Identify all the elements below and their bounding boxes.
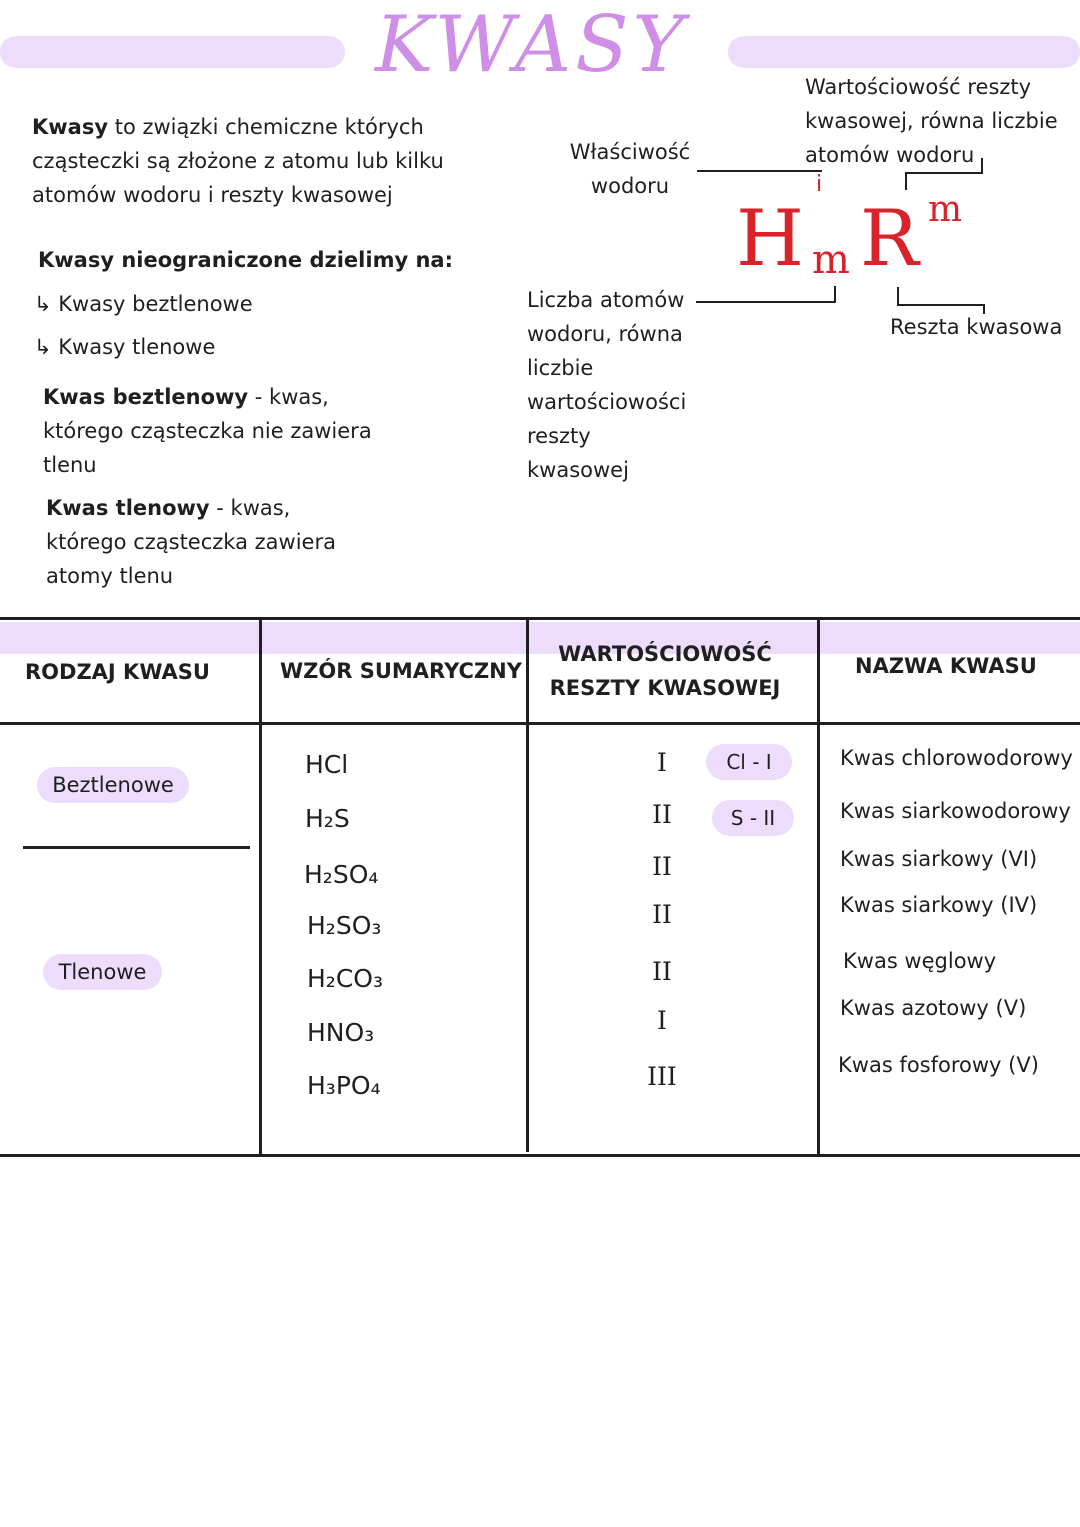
formula-cell: HCl (305, 750, 349, 779)
valence-cell: II (652, 900, 672, 929)
label-residue: Reszta kwasowa (890, 315, 1063, 339)
tlenowy-definition (46, 491, 466, 593)
group-beztlenowe: Beztlenowe (37, 767, 189, 803)
valence-note: Cl - I (706, 744, 792, 780)
valence-cell: II (652, 800, 672, 829)
connector-residue (897, 304, 985, 306)
formula-hydrogen: H (736, 194, 805, 284)
label-valence: Wartościowość reszty kwasowej, równa liczbie atomów wodoru (805, 75, 1058, 167)
division-item-tlenowe: ↳ Kwasy tlenowe (34, 335, 216, 359)
tlenowy-term: Kwas tlenowy (46, 496, 210, 520)
table-col-divider-1 (259, 617, 262, 1157)
definition-line2: cząsteczki są złożone z atomu lub kilku (32, 149, 444, 173)
acid-name: Kwas chlorowodorowy (840, 746, 1073, 770)
acid-name: Kwas siarkowy (VI) (840, 847, 1038, 871)
acid-name: Kwas siarkowy (IV) (840, 893, 1038, 917)
acid-name: Kwas fosforowy (V) (838, 1053, 1039, 1077)
page-title: KWASY (375, 0, 689, 90)
acid-name: Kwas azotowy (V) (840, 996, 1027, 1020)
label-hydrogen: Właściwość wodoru (569, 140, 691, 198)
formula-mark: i (816, 172, 823, 197)
header-type: RODZAJ KWASU (25, 660, 210, 684)
formula-cell: HNO₃ (307, 1018, 375, 1047)
formula-cell: H₂CO₃ (307, 964, 383, 993)
formula-superscript-m: m (928, 189, 963, 230)
beztlenowy-term: Kwas beztlenowy (43, 385, 249, 409)
formula-residue: R (860, 194, 919, 284)
connector-count (696, 301, 836, 303)
division-heading: Kwasy nieograniczone dzielimy na: (38, 248, 453, 272)
beztlenowy-rest: - kwas, (248, 385, 329, 409)
definition (32, 110, 502, 212)
table-header-border (0, 722, 1080, 725)
tlenowy-rest: - kwas, (209, 496, 291, 520)
connector-residue-down (983, 304, 985, 314)
table-top-border (0, 617, 1080, 620)
definition-term: Kwasy (32, 115, 109, 139)
valence-cell: III (647, 1062, 677, 1091)
table-col-divider-2 (526, 617, 529, 1152)
connector-valence-left (905, 172, 907, 190)
acid-name: Kwas siarkowodorowy (840, 799, 1071, 823)
group-divider (23, 846, 250, 849)
table-bottom-border (0, 1154, 1080, 1157)
formula-cell: H₂S (305, 804, 350, 833)
formula-cell: H₂SO₄ (304, 860, 379, 889)
valence-cell: I (657, 748, 667, 777)
header-name: NAZWA KWASU (855, 654, 1037, 678)
valence-note: S - II (712, 800, 794, 836)
tlenowy-line3: atomy tlenu (46, 564, 174, 588)
header-valence: WARTOŚCIOWOŚĆ RESZTY KWASOWEJ (549, 642, 781, 700)
definition-line1: to związki chemiczne których (108, 115, 424, 139)
beztlenowy-definition (43, 380, 463, 482)
title-highlight-left (0, 36, 345, 68)
connector-residue-up (897, 287, 899, 306)
group-tlenowe: Tlenowe (43, 954, 162, 990)
formula-subscript-m: m (812, 237, 850, 283)
valence-cell: II (652, 957, 672, 986)
definition-line3: atomów wodoru i reszty kwasowej (32, 183, 393, 207)
tlenowy-line2: którego cząsteczka zawiera (46, 530, 336, 554)
acid-name: Kwas węglowy (843, 949, 997, 973)
formula-cell: H₂SO₃ (307, 911, 382, 940)
title-highlight-right (728, 36, 1080, 68)
valence-cell: II (652, 852, 672, 881)
header-formula: WZÓR SUMARYCZNY (280, 659, 522, 683)
connector-hydrogen (697, 170, 822, 172)
connector-count-up (834, 286, 836, 303)
beztlenowy-line2: którego cząsteczka nie zawiera (43, 419, 372, 443)
table-col-divider-3 (817, 617, 820, 1157)
connector-valence-right (981, 158, 983, 174)
division-item-beztlenowe: ↳ Kwasy beztlenowe (34, 292, 253, 316)
beztlenowy-line3: tlenu (43, 453, 97, 477)
label-count: Liczba atomów wodoru, równa liczbie wartościowości reszty kwasowej (527, 288, 687, 482)
connector-valence (905, 172, 983, 174)
formula-cell: H₃PO₄ (307, 1071, 381, 1100)
valence-cell: I (657, 1006, 667, 1035)
